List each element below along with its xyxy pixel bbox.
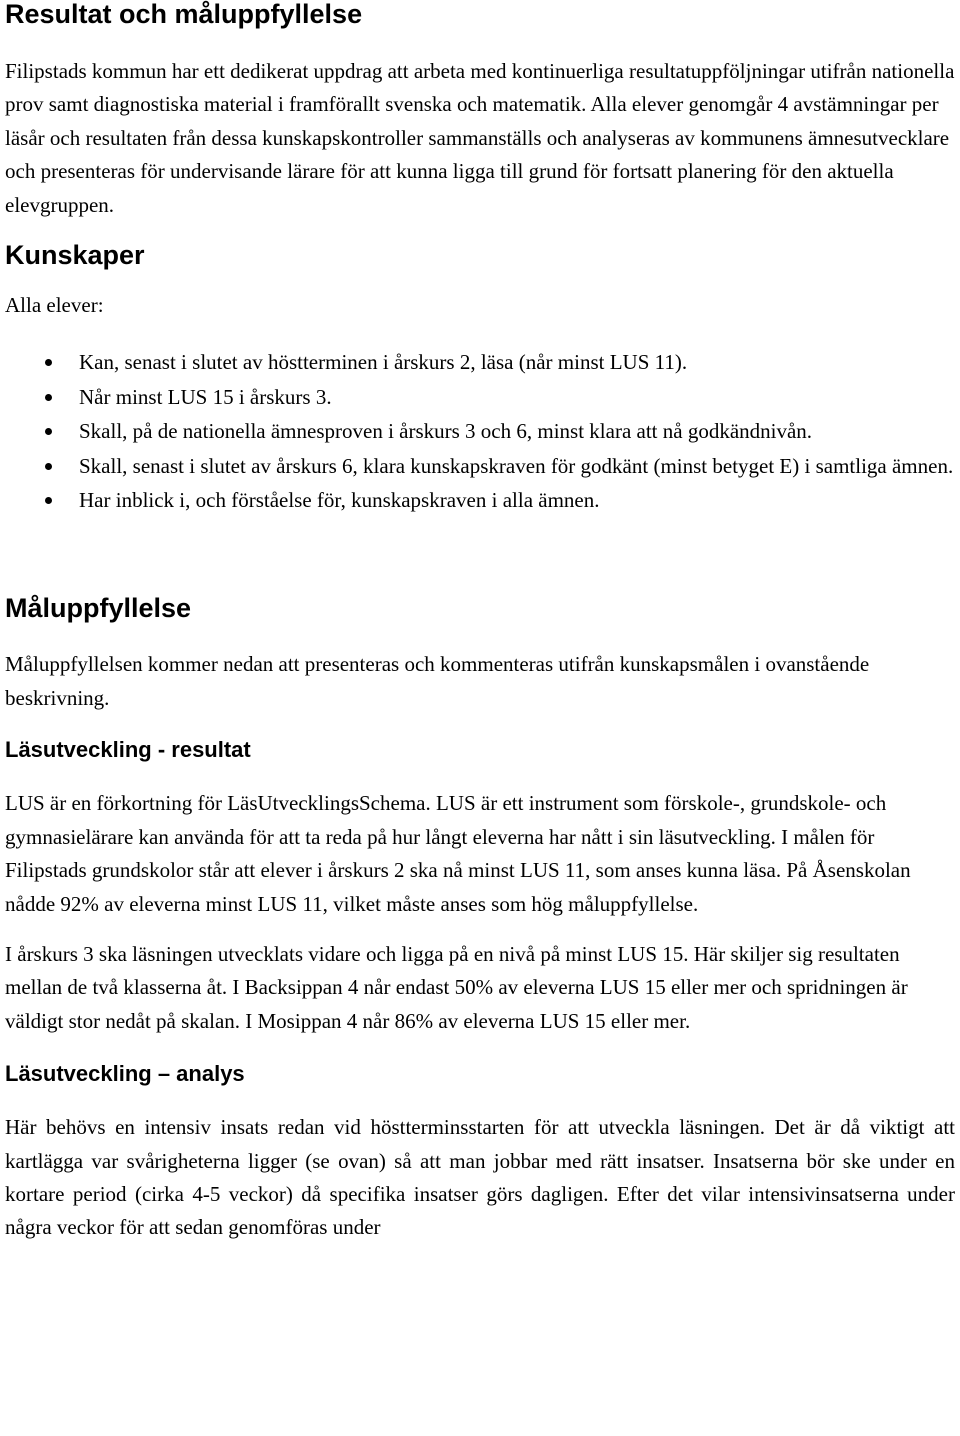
list-item: Kan, senast i slutet av höstterminen i årskurs 2, läsa (når minst LUS 11). xyxy=(5,345,955,379)
paragraph-intro: Filipstads kommun har ett dedikerat uppdrag att arbeta med kontinuerliga resultatuppföljningar utifrån nationella prov samt diagnostiska material i framförallt svenska och matematik. Alla elever genomgår 4 avstämningar per läsår och resultaten från dessa kunskapskontroller sammanställs och analyseras av kommunens ämnesutvecklare och presenteras för undervisande lärare för att kunna ligga till grund för fortsatt planering för den aktuella elevgruppen. xyxy=(5,59,955,217)
paragraph-analys: Här behövs en intensiv insats redan vid höstterminsstarten för att utveckla läsningen. Det är då viktigt att kartlägga var svårigheterna ligger (se ovan) så att man jobbar med rätt insatser. Insatserna bör ske under en kortare period (cirka 4-5 veckor) då specifika insatser görs dagligen. Efter det vilar intensivinsatserna under några veckor för att sedan genomföras under xyxy=(5,1115,955,1240)
list-item: Har inblick i, och förståelse för, kunskapskraven i alla ämnen. xyxy=(5,483,955,517)
list-item: Skall, på de nationella ämnesproven i årskurs 3 och 6, minst klara att nå godkändnivån. xyxy=(5,414,955,448)
kunskaper-intro: Alla elever: xyxy=(5,293,104,318)
list-item: Skall, senast i slutet av årskurs 6, klara kunskapskraven för godkänt (minst betyget E) i samtliga ämnen. xyxy=(5,449,955,483)
bullet-icon xyxy=(45,428,52,435)
section-heading-lasutveckling-analys: Läsutveckling – analys xyxy=(5,1061,245,1087)
section-heading-kunskaper: Kunskaper xyxy=(5,240,145,271)
paragraph-maluppfyllelse: Måluppfyllelsen kommer nedan att presenteras och kommenteras utifrån kunskapsmålen i ovanstående beskrivning. xyxy=(5,652,870,710)
bullet-icon xyxy=(45,497,52,504)
section-heading-maluppfyllelse: Måluppfyllelse xyxy=(5,593,192,624)
bullet-icon xyxy=(45,463,52,470)
bullet-icon xyxy=(45,394,52,401)
kunskaper-bullet-list xyxy=(5,345,955,517)
section-heading-lasutveckling-resultat: Läsutveckling - resultat xyxy=(5,737,251,763)
section-heading-resultat: Resultat och måluppfyllelse xyxy=(5,0,363,29)
document-page xyxy=(5,0,955,1245)
list-item: Når minst LUS 15 i årskurs 3. xyxy=(5,380,955,414)
paragraph-lus-definition: LUS är en förkortning för LäsUtvecklingsSchema. LUS är ett instrument som förskole-, grundskole- och gymnasielärare kan använda för att ta reda på hur långt eleverna har nått i sin läsutveckling. I målen för Filipstads grundskolor står att elever i årskurs 2 ska nå minst LUS 11, som anses kunna läsa. På Åsenskolan nådde 92% av eleverna minst LUS 11, vilket måste anses som hög måluppfyllelse. xyxy=(5,791,911,916)
paragraph-lus-arskurs3: I årskurs 3 ska läsningen utvecklats vidare och ligga på en nivå på minst LUS 15. Här skiljer sig resultaten mellan de två klasserna åt. I Backsippan 4 når endast 50% av eleverna LUS 15 eller mer och spridningen är väldigt stor nedåt på skalan. I Mosippan 4 når 86% av eleverna LUS 15 eller mer. xyxy=(5,941,908,1033)
bullet-icon xyxy=(45,359,52,366)
